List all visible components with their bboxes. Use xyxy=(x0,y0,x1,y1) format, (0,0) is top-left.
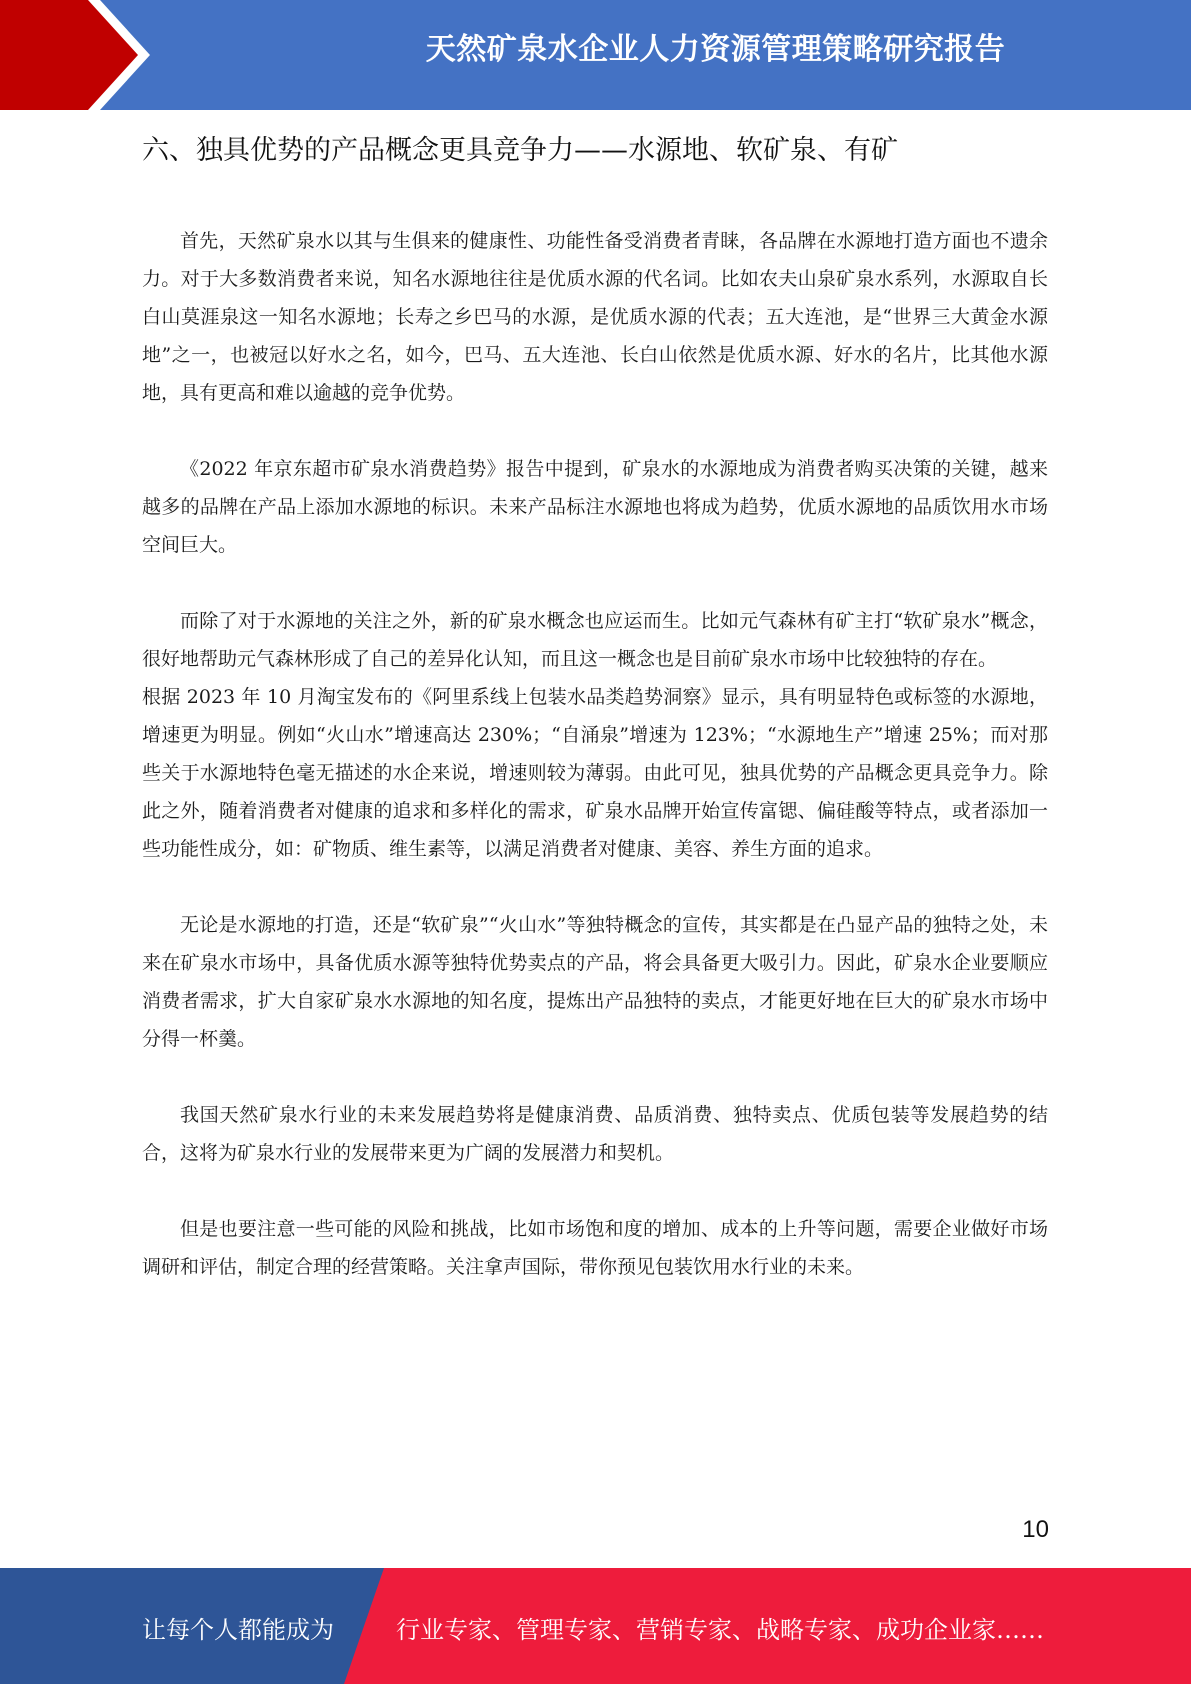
paragraph: 首先，天然矿泉水以其与生俱来的健康性、功能性备受消费者青睐，各品牌在水源地打造方面也不遗余力。对于大多数消费者来说，知名水源地往往是优质水源的代名词。比如农夫山泉矿泉水系列，水源取自长白山莫涯泉这一知名水源地；长寿之乡巴马的水源，是优质水源的代表；五大连池，是“世界三大黄金水源地”之一，也被冠以好水之名，如今，巴马、五大连池、长白山依然是优质水源、好水的名片，比其他水源地，具有更高和难以逾越的竞争优势。 xyxy=(142,230,1048,404)
paragraph: 《2022 年京东超市矿泉水消费趋势》报告中提到，矿泉水的水源地成为消费者购买决策的关键，越来越多的品牌在产品上添加水源地的标识。未来产品标注水源地也将成为趋势，优质水源地的品质饮用水市场空间巨大。 xyxy=(142,458,1048,556)
paragraph: 我国天然矿泉水行业的未来发展趋势将是健康消费、品质消费、独特卖点、优质包装等发展趋势的结合，这将为矿泉水行业的发展带来更为广阔的发展潜力和契机。 xyxy=(142,1104,1048,1164)
header-chevron-decoration xyxy=(0,0,160,110)
paragraph: 但是也要注意一些可能的风险和挑战，比如市场饱和度的增加、成本的上升等问题，需要企业做好市场调研和评估，制定合理的经营策略。关注拿声国际，带你预见包装饮用水行业的未来。 xyxy=(142,1218,1048,1278)
page-number: 10 xyxy=(1022,1516,1049,1543)
paragraph: 根据 2023 年 10 月淘宝发布的《阿里系线上包装水品类趋势洞察》显示，具有明显特色或标签的水源地，增速更为明显。例如“火山水”增速高达 230%；“自涌泉”增速为 123%；“水源地生产”增速 25%；而对那些关于水源地特色毫无描述的水企来说，增速则较为薄弱。由此可见，独具优势的产品概念更具竞争力。除此之外，随着消费者对健康的追求和多样化的需求，矿泉水品牌开始宣传富锶、偏硅酸等特点，或者添加一些功能性成分，如：矿物质、维生素等，以满足消费者对健康、美容、养生方面的追求。 xyxy=(142,686,1048,860)
page-footer xyxy=(0,1568,1191,1684)
paragraph: 无论是水源地的打造，还是“软矿泉”“火山水”等独特概念的宣传，其实都是在凸显产品的独特之处，未来在矿泉水市场中，具备优质水源等独特优势卖点的产品，将会具备更大吸引力。因此，矿泉水企业要顺应消费者需求，扩大自家矿泉水水源地的知名度，提炼出产品独特的卖点，才能更好地在巨大的矿泉水市场中分得一杯羹。 xyxy=(142,914,1048,1050)
footer-slogan-left: 让每个人都能成为 xyxy=(142,1616,334,1644)
body-content xyxy=(142,222,1048,1324)
section-heading: 六、独具优势的产品概念更具竞争力——水源地、软矿泉、有矿 xyxy=(142,135,898,166)
paragraph: 而除了对于水源地的关注之外，新的矿泉水概念也应运而生。比如元气森林有矿主打“软矿泉水”概念，很好地帮助元气森林形成了自己的差异化认知，而且这一概念也是目前矿泉水市场中比较独特的存在。 xyxy=(142,610,1048,670)
footer-slogan-right: 行业专家、管理专家、营销专家、战略专家、成功企业家…… xyxy=(396,1616,1044,1644)
page-header xyxy=(0,0,1191,110)
report-title: 天然矿泉水企业人力资源管理策略研究报告 xyxy=(425,32,1006,67)
